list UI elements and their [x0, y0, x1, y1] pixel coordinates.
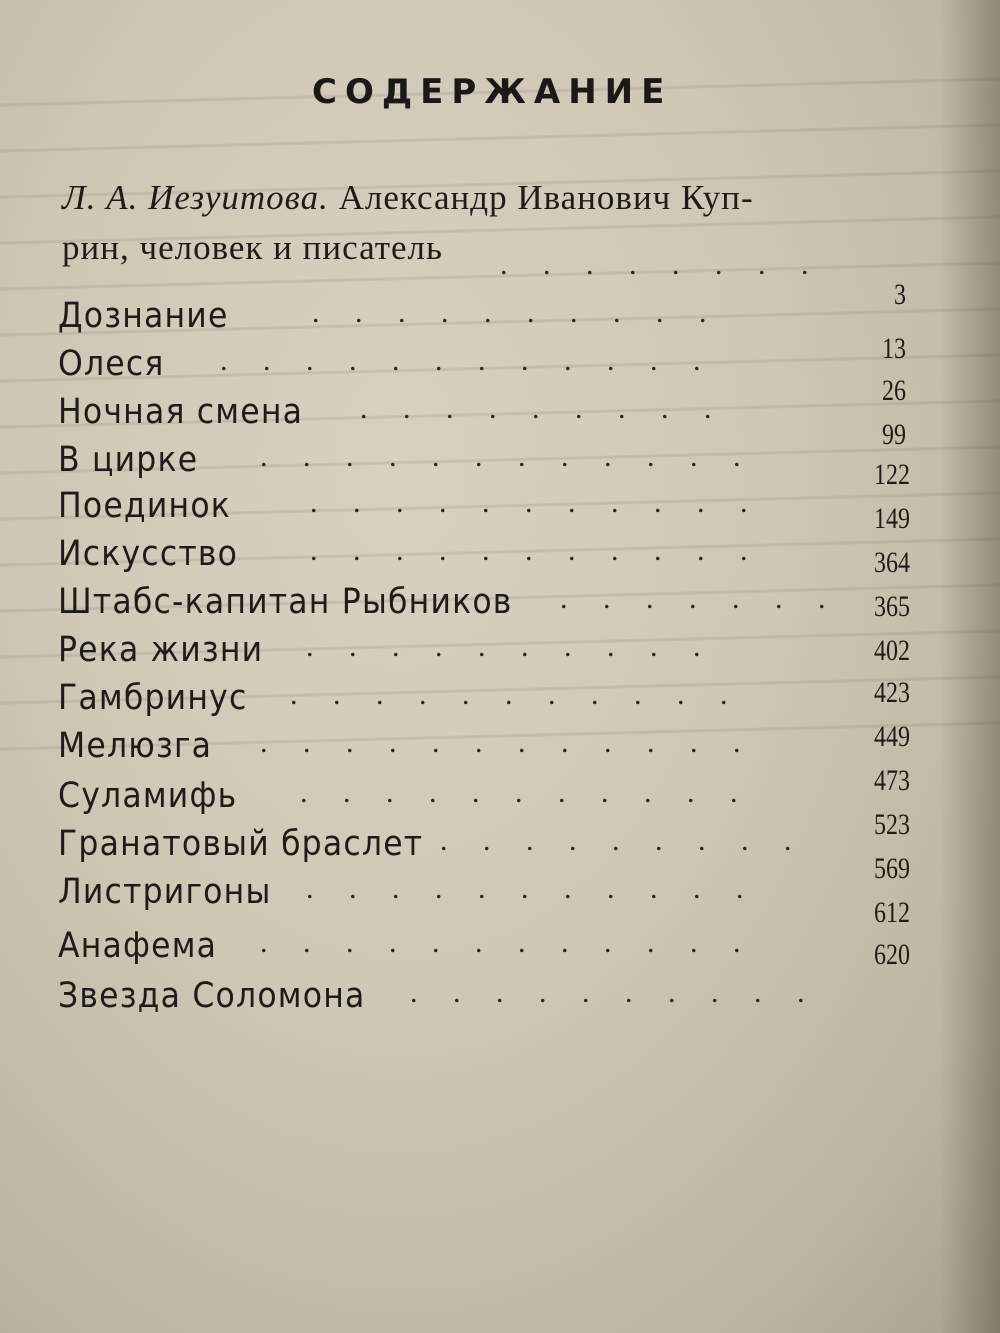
toc-entry: Суламифь: [58, 776, 238, 816]
toc-entry: Мелюзга: [58, 726, 213, 766]
dot-leader: . . . . . . . . . . . .: [260, 926, 755, 959]
toc-entry: Листригоны: [58, 872, 272, 912]
page-number: 423: [874, 676, 910, 709]
toc-entry: Река жизни: [58, 630, 264, 670]
toc-entry: В цирке: [58, 440, 199, 480]
page-number: 99: [882, 418, 906, 451]
dot-leader: . . . . . . . . . . .: [310, 534, 762, 567]
toc-entry: Искусство: [58, 534, 239, 574]
dot-leader: . . . . . . . .: [500, 248, 823, 281]
dot-leader: . . . . . . . . . . .: [290, 678, 742, 711]
toc-entry: Штабс-капитан Рыбников: [58, 582, 513, 622]
toc-entry: Звезда Соломона: [58, 976, 366, 1016]
page-number: 26: [882, 374, 906, 407]
page-heading: СОДЕРЖАНИЕ: [312, 72, 673, 112]
toc-entry: Олеся: [58, 344, 165, 384]
intro-entry-line1: [62, 178, 754, 218]
dot-leader: . . . . . . . . . . .: [300, 776, 752, 809]
dot-leader: . . . . . . .: [560, 582, 840, 615]
intro-author: Л. А. Иезуитова.: [62, 178, 329, 217]
dot-leader: . . . . . . . . . . . .: [260, 440, 755, 473]
toc-entry: Анафема: [58, 926, 218, 966]
dot-leader: . . . . . . . . . . . .: [220, 344, 715, 377]
page-number: 620: [874, 938, 910, 971]
page-number: 569: [874, 852, 910, 885]
dot-leader: . . . . . . . . . . . .: [260, 726, 755, 759]
intro-entry-line2: [62, 228, 443, 268]
dot-leader: . . . . . . . . . .: [312, 296, 721, 329]
page-number: 402: [874, 634, 910, 667]
intro-title-part2: рин, человек и писатель: [62, 228, 443, 267]
page-number: 523: [874, 808, 910, 841]
dot-leader: . . . . . . . . .: [440, 824, 806, 857]
toc-entry: Дознание: [58, 296, 229, 336]
page-number: 122: [874, 458, 910, 491]
page-number: 449: [874, 720, 910, 753]
page-number: 13: [882, 332, 906, 365]
intro-title-part1: Александр Иванович Куп-: [328, 178, 754, 217]
toc-entry: Гамбринус: [58, 678, 248, 718]
dot-leader: . . . . . . . . . .: [410, 976, 819, 1009]
page-number: 473: [874, 764, 910, 797]
page-number: 612: [874, 896, 910, 929]
page-number: 364: [874, 546, 910, 579]
toc-entry: Ночная смена: [58, 392, 304, 432]
page-number: 149: [874, 502, 910, 535]
toc-entry: Поединок: [58, 486, 232, 526]
page-number: 3: [894, 278, 906, 311]
dot-leader: . . . . . . . . .: [360, 392, 726, 425]
dot-leader: . . . . . . . . . .: [306, 630, 715, 663]
dot-leader: . . . . . . . . . . .: [306, 872, 758, 905]
toc-entry: Гранатовый браслет: [58, 824, 424, 864]
page-number: 365: [874, 590, 910, 623]
dot-leader: . . . . . . . . . . .: [310, 486, 762, 519]
page-edge-shadow: [940, 0, 1000, 1333]
